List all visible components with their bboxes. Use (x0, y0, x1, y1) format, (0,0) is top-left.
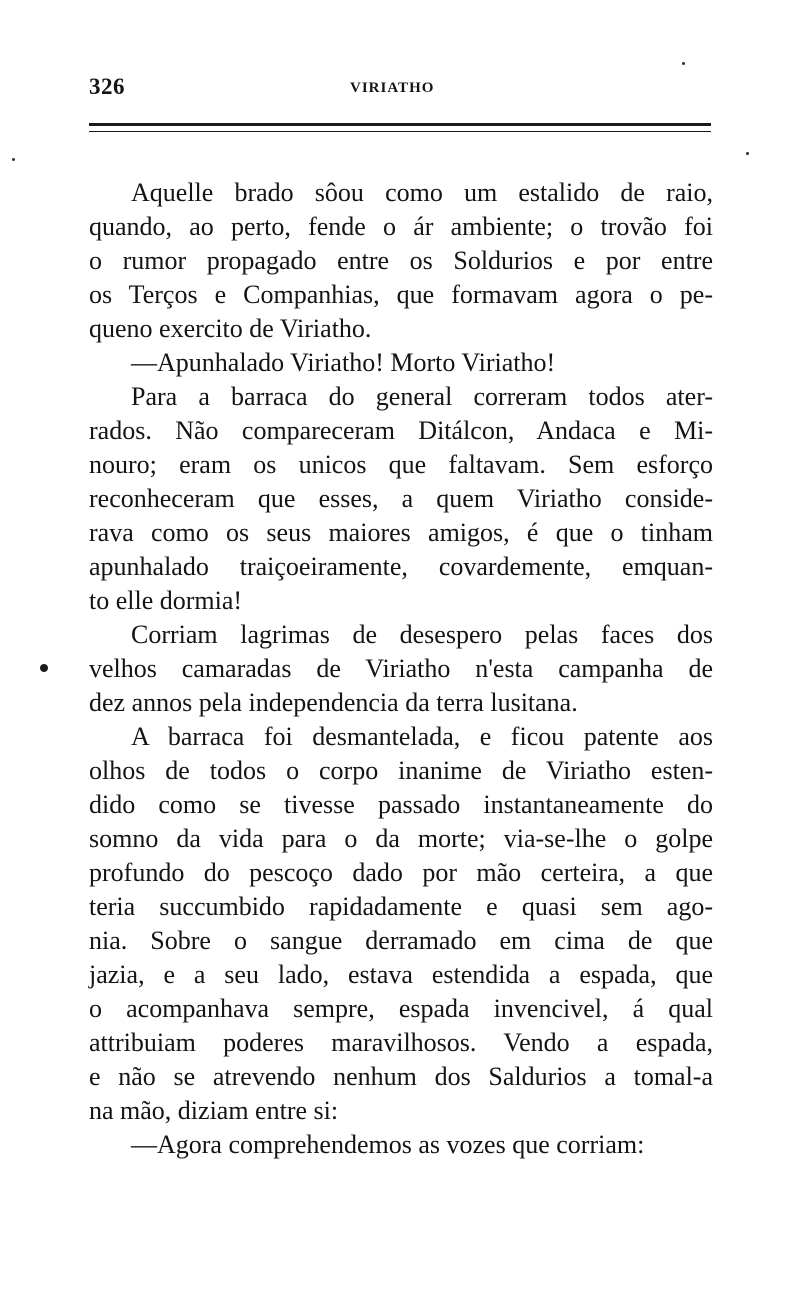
scan-speck (12, 158, 15, 161)
text-line: velhos camaradas de Viriatho n'esta campanha de (89, 654, 713, 683)
text-line: A barraca foi desmantelada, e ficou patente aos (131, 722, 713, 751)
text-line: queno exercito de Viriatho. (89, 314, 372, 343)
paragraph (89, 346, 713, 380)
paragraph (89, 176, 713, 346)
text-line: quando, ao perto, fende o ár ambiente; o trovão foi (89, 212, 713, 241)
text-line: Aquelle brado sôou como um estalido de raio, (131, 178, 713, 207)
header-rule-thick (89, 123, 711, 126)
text-line: profundo do pescoço dado por mão certeira, a que (89, 858, 713, 887)
text-line: olhos de todos o corpo inanime de Viriatho esten- (89, 756, 713, 785)
running-title: VIRIATHO (350, 80, 435, 96)
text-line: apunhalado traiçoeiramente, covardemente, emquan- (89, 552, 713, 581)
body-text (89, 176, 713, 1162)
header-rule-thin (89, 131, 711, 132)
paragraph (89, 380, 713, 618)
text-line: jazia, e a seu lado, estava estendida a espada, que (89, 960, 713, 989)
text-line: Para a barraca do general correram todos ater- (131, 382, 713, 411)
scan-speck (746, 152, 749, 155)
paragraph (89, 720, 713, 1128)
text-line: nouro; eram os unicos que faltavam. Sem esforço (89, 450, 713, 479)
text-line: to elle dormia! (89, 586, 243, 615)
paragraph (89, 1128, 713, 1162)
text-line: dido como se tivesse passado instantaneamente do (89, 790, 713, 819)
text-line: o rumor propagado entre os Soldurios e por entre (89, 246, 713, 275)
text-line: rados. Não compareceram Ditálcon, Andaca e Mi- (89, 416, 713, 445)
text-line: reconheceram que esses, a quem Viriatho conside- (89, 484, 713, 513)
text-line: attribuiam poderes maravilhosos. Vendo a espada, (89, 1028, 713, 1057)
page-number: 326 (89, 74, 125, 99)
margin-ink-dot (40, 664, 48, 672)
text-line: dez annos pela independencia da terra lusitana. (89, 688, 578, 717)
text-line: —Agora comprehendemos as vozes que corriam: (131, 1130, 645, 1159)
text-line: rava como os seus maiores amigos, é que o tinham (89, 518, 713, 547)
paragraph (89, 618, 713, 720)
text-line: e não se atrevendo nenhum dos Saldurios a tomal-a (89, 1062, 713, 1091)
text-line: teria succumbido rapidadamente e quasi sem ago- (89, 892, 713, 921)
text-line: —Apunhalado Viriatho! Morto Viriatho! (131, 348, 556, 377)
text-line: somno da vida para o da morte; via-se-lhe o golpe (89, 824, 713, 853)
text-line: nia. Sobre o sangue derramado em cima de que (89, 926, 713, 955)
text-line: na mão, diziam entre si: (89, 1096, 339, 1125)
text-line: os Terços e Companhias, que formavam agora o pe- (89, 280, 713, 309)
text-line: Corriam lagrimas de desespero pelas faces dos (131, 620, 713, 649)
text-line: o acompanhava sempre, espada invencivel, á qual (89, 994, 713, 1023)
scan-speck (682, 62, 685, 65)
